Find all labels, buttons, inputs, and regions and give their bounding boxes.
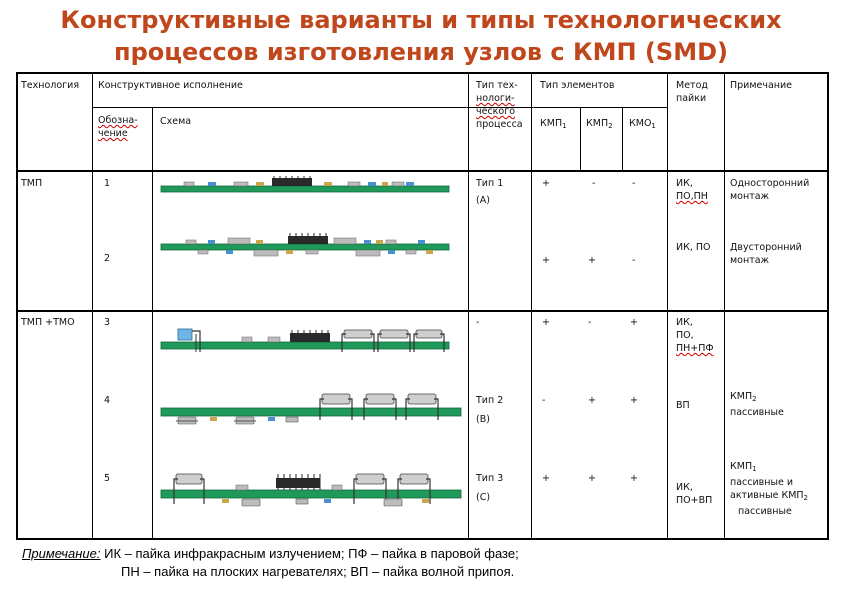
process-table bbox=[16, 72, 828, 540]
row-1-type-line-2: (А) bbox=[476, 195, 490, 206]
row-5-kmp2: + bbox=[588, 473, 596, 484]
footnote-line-1 bbox=[22, 545, 519, 563]
header-designation-line-2: чение bbox=[98, 128, 128, 139]
row-1-method bbox=[676, 177, 708, 203]
row-2-note-line-2: монтаж bbox=[730, 255, 770, 266]
row-4-method: ВП bbox=[676, 400, 690, 411]
row-4-type-line-1: Тип 2 bbox=[476, 395, 504, 406]
row-4-note-line-2: пассивные bbox=[730, 407, 784, 418]
row-2-kmp1: + bbox=[542, 255, 550, 266]
scheme-5-mixed-board bbox=[156, 468, 466, 518]
row-1-note bbox=[730, 177, 809, 203]
table-border-left bbox=[16, 72, 18, 540]
grid-line bbox=[724, 72, 725, 540]
row-5-note-line-4: пассивные bbox=[738, 506, 792, 517]
header-kmo1 bbox=[629, 117, 656, 133]
row-5-note-kmp-sub: 1 bbox=[752, 465, 757, 473]
row-4-kmp2: + bbox=[588, 395, 596, 406]
row-5-method-line-2: ПО+ВП bbox=[676, 495, 713, 506]
footnote-label: Примечание: bbox=[22, 546, 101, 561]
header-method-line-2: пайки bbox=[676, 93, 707, 104]
grid-line bbox=[92, 107, 531, 108]
row-4-note-kmp-sub: 2 bbox=[752, 395, 757, 403]
row-1-kmp1: + bbox=[542, 178, 550, 189]
footnote-line-2: ПН – пайка на плоских нагревателях; ВП – пайка волной припоя. bbox=[121, 564, 515, 579]
row-1-num: 1 bbox=[104, 178, 111, 189]
header-process-type-line-3: ческого bbox=[476, 106, 516, 117]
table-border-bottom bbox=[16, 538, 828, 540]
header-kmo1-sub: 1 bbox=[651, 122, 656, 130]
row-2-kmp2: + bbox=[588, 255, 596, 266]
row-5-num: 5 bbox=[104, 473, 111, 484]
footnote-text-1: ИК – пайка инфракрасным излучением; ПФ – пайка в паровой фазе; bbox=[104, 546, 519, 561]
row-4-note bbox=[730, 390, 784, 419]
grid-line bbox=[667, 72, 668, 540]
technology-tmp: ТМП bbox=[21, 178, 43, 189]
row-1-type-line-1: Тип 1 bbox=[476, 178, 504, 189]
row-5-type bbox=[476, 472, 503, 504]
grid-line bbox=[16, 310, 828, 312]
row-2-num: 2 bbox=[104, 253, 111, 264]
row-4-kmp1: - bbox=[542, 395, 546, 406]
header-process-type-line-1: Тип тех- bbox=[476, 80, 518, 91]
row-4-note-line-1 bbox=[730, 390, 784, 406]
header-process-type bbox=[476, 79, 523, 131]
row-2-note bbox=[730, 241, 802, 267]
row-2-note-line-1: Двусторонний bbox=[730, 242, 802, 253]
grid-line bbox=[580, 107, 581, 170]
row-5-note-line-2: пассивные и bbox=[730, 477, 794, 488]
title-line-1: Конструктивные варианты и типы технологических bbox=[60, 6, 782, 34]
grid-line bbox=[92, 72, 93, 540]
row-2-method: ИК, ПО bbox=[676, 242, 711, 253]
table-border-right bbox=[827, 72, 829, 540]
header-kmp2 bbox=[586, 117, 613, 133]
scheme-3-mixed-board bbox=[156, 322, 464, 356]
row-5-note-active-sub: 2 bbox=[803, 494, 808, 502]
header-process-type-line-4: процесса bbox=[476, 119, 523, 130]
header-process-type-line-2: нологи- bbox=[476, 93, 515, 104]
row-5-type-line-1: Тип 3 bbox=[476, 473, 504, 484]
row-1-method-line-1: ИК, bbox=[676, 178, 693, 189]
scheme-1-single-sided-board bbox=[156, 174, 464, 194]
grid-line bbox=[531, 72, 532, 540]
header-designation-line-1: Обозна- bbox=[98, 115, 138, 126]
row-1-method-line-2: ПО,ПН bbox=[676, 191, 708, 202]
grid-line bbox=[152, 107, 153, 540]
title-line-2: процессов изготовления узлов с КМП (SMD) bbox=[114, 38, 728, 66]
row-2-kmo1: - bbox=[632, 255, 636, 266]
grid-line bbox=[622, 107, 623, 170]
row-3-kmo1: + bbox=[630, 317, 638, 328]
header-element-type: Тип элементов bbox=[540, 80, 615, 91]
grid-line bbox=[531, 107, 667, 108]
row-5-type-line-2: (С) bbox=[476, 492, 491, 503]
technology-tmp-tmo: ТМП +ТМО bbox=[21, 317, 75, 328]
header-note: Примечание bbox=[730, 80, 793, 91]
header-method bbox=[676, 79, 708, 105]
scheme-2-double-sided-board bbox=[156, 230, 464, 262]
header-kmp2-text: КМП bbox=[586, 118, 609, 129]
row-5-method bbox=[676, 481, 712, 507]
row-4-kmo1: + bbox=[630, 395, 638, 406]
header-kmo1-text: КМО bbox=[629, 118, 652, 129]
header-designation bbox=[98, 114, 138, 140]
grid-line bbox=[468, 72, 469, 540]
row-3-method-line-2: ПО, bbox=[676, 330, 694, 341]
row-3-type: - bbox=[476, 317, 480, 328]
row-5-note-kmp: КМП bbox=[730, 461, 753, 472]
row-4-type-line-2: (В) bbox=[476, 414, 490, 425]
header-method-line-1: Метод bbox=[676, 80, 708, 91]
footnote bbox=[22, 545, 519, 581]
row-1-type bbox=[476, 177, 503, 207]
row-5-note-active: активные КМП bbox=[730, 490, 804, 501]
page-title bbox=[0, 4, 842, 68]
row-5-kmo1: + bbox=[630, 473, 638, 484]
row-1-kmo1: - bbox=[632, 178, 636, 189]
row-4-note-kmp: КМП bbox=[730, 391, 753, 402]
row-3-method-line-1: ИК, bbox=[676, 317, 693, 328]
header-construction: Конструктивное исполнение bbox=[98, 80, 243, 91]
header-scheme: Схема bbox=[160, 116, 192, 127]
grid-line bbox=[16, 170, 828, 172]
row-3-method-line-3: ПН+ПФ bbox=[676, 343, 714, 354]
row-4-num: 4 bbox=[104, 395, 111, 406]
row-4-type bbox=[476, 394, 503, 426]
row-1-note-line-1: Односторонний bbox=[730, 178, 810, 189]
header-technology: Технология bbox=[21, 80, 80, 91]
row-3-method bbox=[676, 316, 714, 355]
row-5-note bbox=[730, 460, 808, 518]
table-border-top bbox=[16, 72, 828, 74]
row-3-kmp2: - bbox=[588, 317, 592, 328]
header-kmp1-text: КМП bbox=[540, 118, 563, 129]
header-kmp2-sub: 2 bbox=[608, 122, 613, 130]
row-5-note-line-3 bbox=[730, 489, 808, 505]
row-1-kmp2: - bbox=[592, 178, 596, 189]
header-kmp1-sub: 1 bbox=[562, 122, 567, 130]
row-3-num: 3 bbox=[104, 317, 111, 328]
header-kmp1 bbox=[540, 117, 567, 133]
scheme-4-mixed-board bbox=[156, 390, 466, 434]
row-5-kmp1: + bbox=[542, 473, 550, 484]
row-5-method-line-1: ИК, bbox=[676, 482, 693, 493]
row-3-kmp1: + bbox=[542, 317, 550, 328]
row-5-note-line-1 bbox=[730, 460, 808, 476]
row-1-note-line-2: монтаж bbox=[730, 191, 770, 202]
